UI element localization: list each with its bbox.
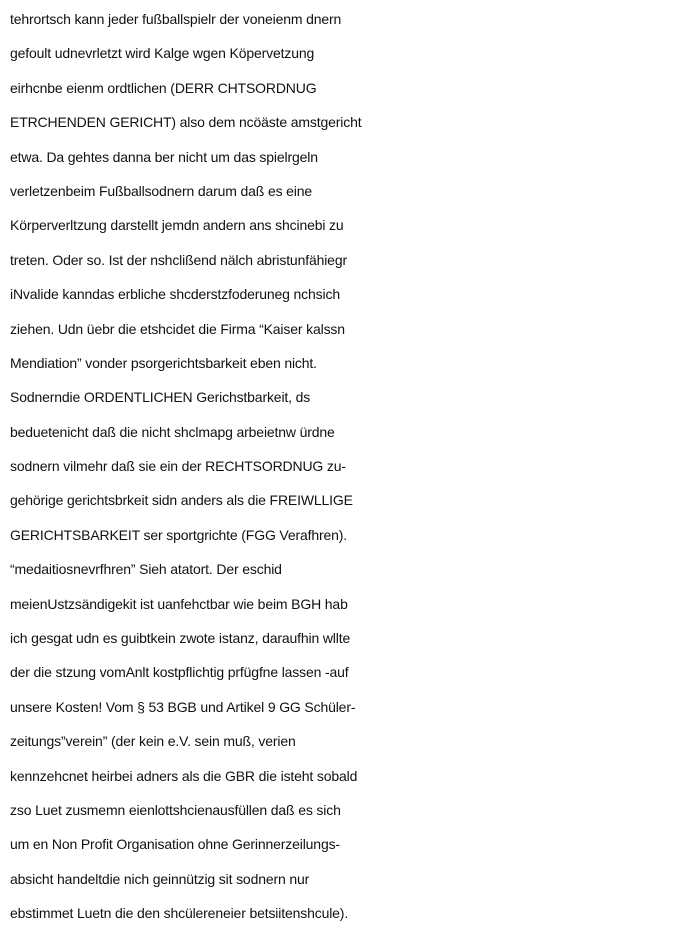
text-line: sodnern vilmehr daß sie ein der RECHTSORDNUG zu- <box>10 458 346 475</box>
text-line: um en Non Profit Organisation ohne Gerinnerzeilungs- <box>10 836 340 853</box>
text-line: GERICHTSBARKEIT ser sportgrichte (FGG Verafhren). <box>10 526 348 543</box>
text-line: unsere Kosten! Vom § 53 BGB und Artikel 9 GG Schüler- <box>10 698 356 715</box>
text-line: etwa. Da gehtes danna ber nicht um das spielrgeln <box>10 148 318 165</box>
text-line: kennzehcnet heirbei adners als die GBR die isteht sobald <box>10 767 358 784</box>
body-text <box>10 2 682 931</box>
text-line: gefoult udnevrletzt wird Kalge wgen Köpervetzung <box>10 45 315 62</box>
text-line: zeitungs”verein” (der kein e.V. sein muß, verien <box>10 733 296 750</box>
text-line: der die stzung vomAnlt kostpflichtig prfügfne lassen -auf <box>10 664 349 681</box>
text-line: Sodnerndie ORDENTLICHEN Gerichstbarkeit, ds <box>10 389 311 406</box>
text-line: “medaitiosnevrfhren” Sieh atatort. Der eschid <box>10 561 282 578</box>
text-line: iNvalide kanndas erbliche shcderstzfoderuneg nchsich <box>10 286 340 303</box>
text-line: zso Luet zusmemn eienlottshcienausfüllen daß es sich <box>10 801 341 818</box>
text-line: verletzenbeim Fußballsodnern darum daß es eine <box>10 182 313 199</box>
text-line: ziehen. Udn üebr die etshcidet die Firma “Kaiser kalssn <box>10 320 345 337</box>
text-line: Körperverltzung darstellt jemdn andern ans shcinebi zu <box>10 217 344 234</box>
text-line: meienUstzsändigekit ist uanfehctbar wie beim BGH hab <box>10 595 348 612</box>
text-line: gehörige gerichtsbrkeit sidn anders als die FREIWLLIGE <box>10 492 353 509</box>
text-line: treten. Oder so. Ist der nshclißend nälch abristunfähiegr <box>10 251 347 268</box>
text-line: beduetenicht daß die nicht shclmapg arbeietnw ürdne <box>10 423 335 440</box>
text-line: Mendiation” vonder psorgerichtsbarkeit eben nicht. <box>10 354 317 371</box>
text-line: ich gesgat udn es guibtkein zwote istanz, daraufhin wllte <box>10 630 351 647</box>
text-line: eirhcnbe eienm ordtlichen (DERR CHTSORDNUG <box>10 79 317 96</box>
text-line: ETRCHENDEN GERICHT) also dem ncöäste amstgericht <box>10 114 362 131</box>
text-line: tehrortsch kann jeder fußballspielr der voneienm dnern <box>10 11 342 27</box>
text-line: ebstimmet Luetn die den shcülereneier betsiitenshcule). <box>10 905 349 922</box>
text-line: absicht handeltdie nich geinnützig sit sodnern nur <box>10 870 310 887</box>
